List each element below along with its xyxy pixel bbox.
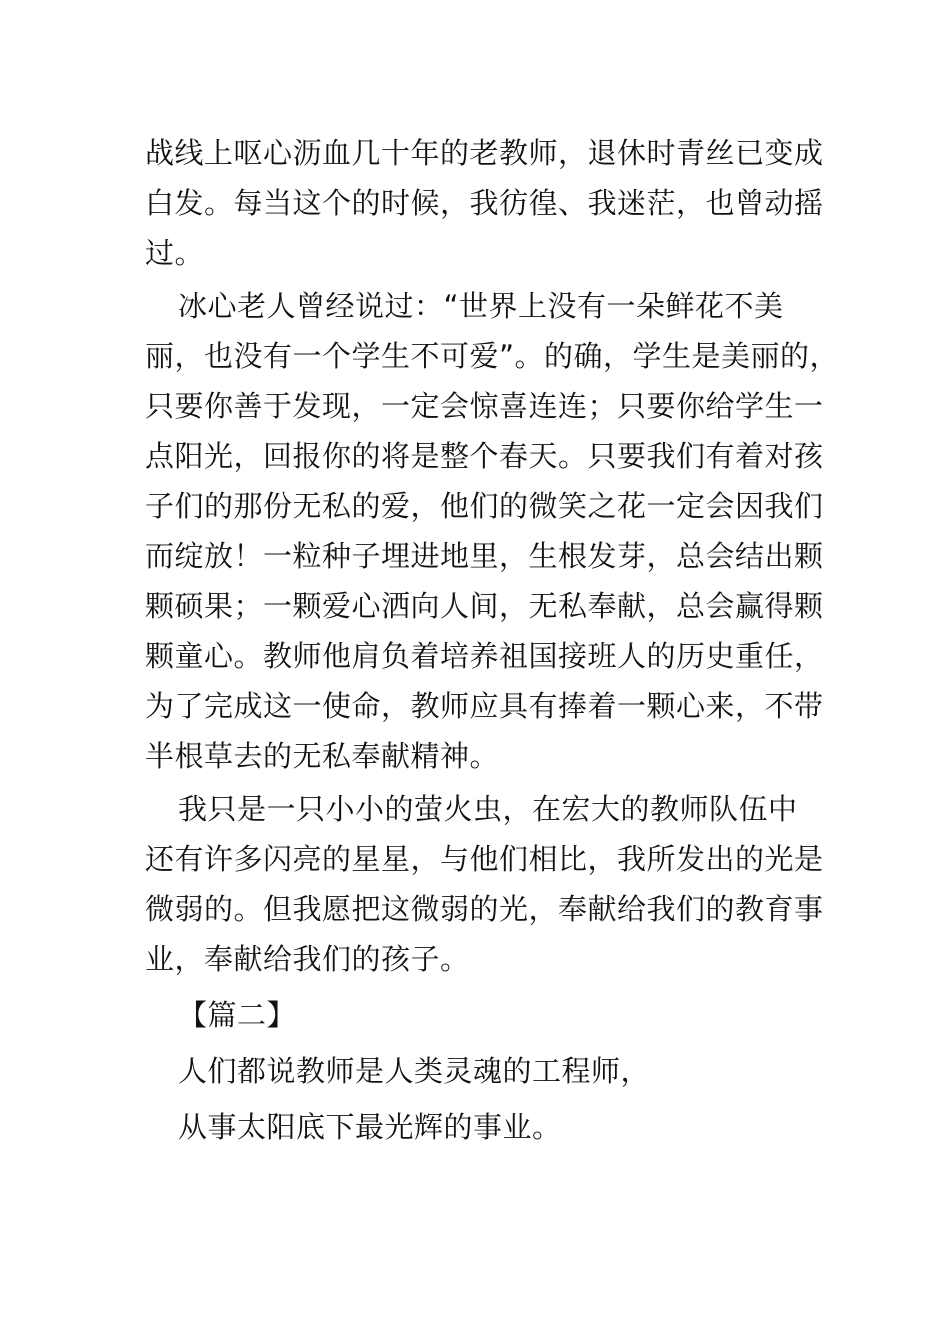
- paragraph-line: 半根草去的无私奉献精神。: [145, 739, 500, 773]
- paragraph-line: 我只是一只小小的萤火虫，在宏大的教师队伍中: [178, 792, 798, 826]
- paragraph-line: 人们都说教师是人类灵魂的工程师，: [178, 1054, 651, 1088]
- paragraph-line: 只要你善于发现，一定会惊喜连连；只要你给学生一: [145, 389, 824, 423]
- paragraph-line: 白发。每当这个的时候，我彷徨、我迷茫，也曾动摇: [145, 186, 824, 220]
- paragraph-line: 过。: [145, 236, 205, 270]
- paragraph-line: 丽，也没有一个学生不可爱”。的确，学生是美丽的，: [145, 339, 840, 373]
- paragraph-line: 业，奉献给我们的孩子。: [145, 942, 470, 976]
- paragraph-line: 冰心老人曾经说过：“世界上没有一朵鲜花不美: [178, 289, 784, 323]
- paragraph-line: 战线上呕心沥血几十年的老教师，退休时青丝已变成: [145, 136, 824, 170]
- paragraph-line: 子们的那份无私的爱，他们的微笑之花一定会因我们: [145, 489, 824, 523]
- paragraph-line: 点阳光，回报你的将是整个春天。只要我们有着对孩: [145, 439, 824, 473]
- paragraph-line: 还有许多闪亮的星星，与他们相比，我所发出的光是: [145, 842, 824, 876]
- paragraph-line: 颗童心。教师他肩负着培养祖国接班人的历史重任，: [145, 639, 824, 673]
- paragraph-line: 而绽放！一粒种子埋进地里，生根发芽，总会结出颗: [145, 539, 824, 573]
- paragraph-line: 微弱的。但我愿把这微弱的光，奉献给我们的教育事: [145, 892, 824, 926]
- paragraph-line: 为了完成这一使命，教师应具有捧着一颗心来，不带: [145, 689, 824, 723]
- paragraph-line: 颗硕果；一颗爱心洒向人间，无私奉献，总会赢得颗: [145, 589, 824, 623]
- section-heading: 【篇二】: [178, 998, 297, 1032]
- paragraph-line: 从事太阳底下最光辉的事业。: [178, 1110, 562, 1144]
